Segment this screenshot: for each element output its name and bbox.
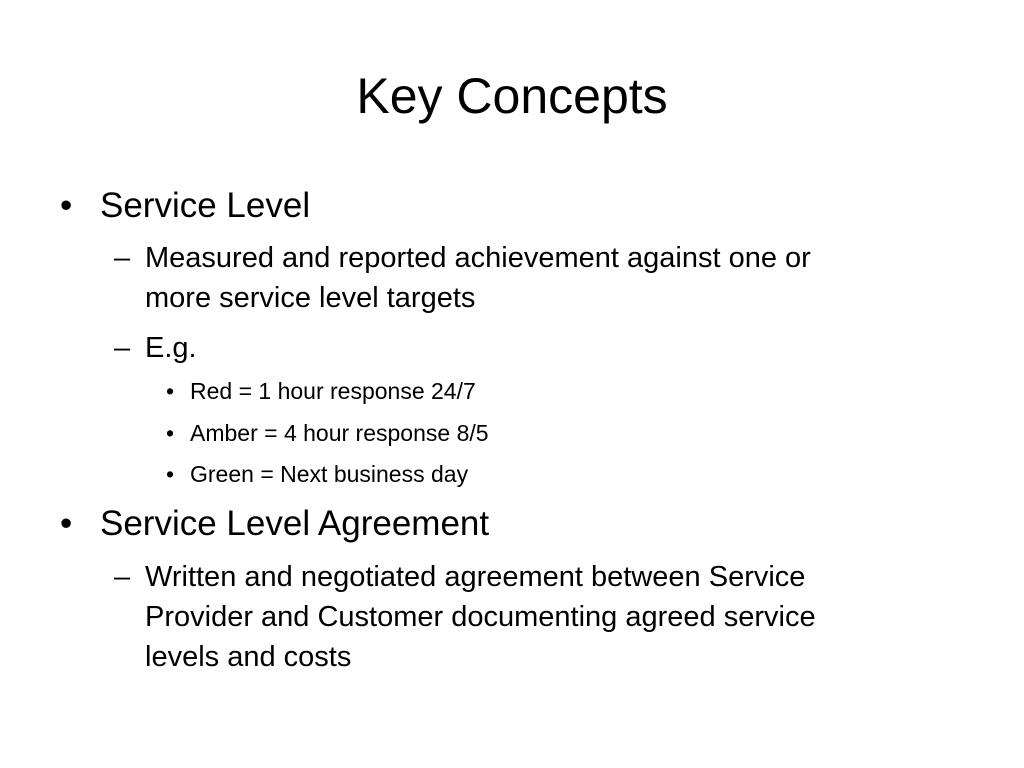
sub-item-line-1: E.g. <box>145 332 197 364</box>
dash-bullet-icon: – <box>114 332 131 364</box>
sub-sub-item-text: Green = Next business day <box>190 461 469 487</box>
dash-bullet-icon: – <box>114 242 131 274</box>
bullet-dot-icon: • <box>60 504 73 543</box>
sub-item-line-1: Written and negotiated agreement between Service <box>145 561 806 593</box>
bullet-dot-icon: • <box>60 186 73 225</box>
slide-title: Key Concepts <box>356 68 668 124</box>
bullet-dot-icon: • <box>166 378 175 404</box>
bullet-dot-icon: • <box>166 420 175 446</box>
sub-sub-item-text: Amber = 4 hour response 8/5 <box>190 420 489 446</box>
bullet-text: Service Level Agreement <box>100 504 490 543</box>
bullet-text: Service Level <box>100 186 311 225</box>
sub-item-line-2: more service level targets <box>145 282 476 314</box>
sub-sub-item-text: Red = 1 hour response 24/7 <box>190 378 476 404</box>
sub-item-line-1: Measured and reported achievement against one or <box>145 242 811 274</box>
sub-item-line-3: levels and costs <box>145 641 352 673</box>
sub-item-line-2: Provider and Customer documenting agreed service <box>145 601 816 633</box>
bullet-dot-icon: • <box>166 461 175 487</box>
dash-bullet-icon: – <box>114 561 131 593</box>
